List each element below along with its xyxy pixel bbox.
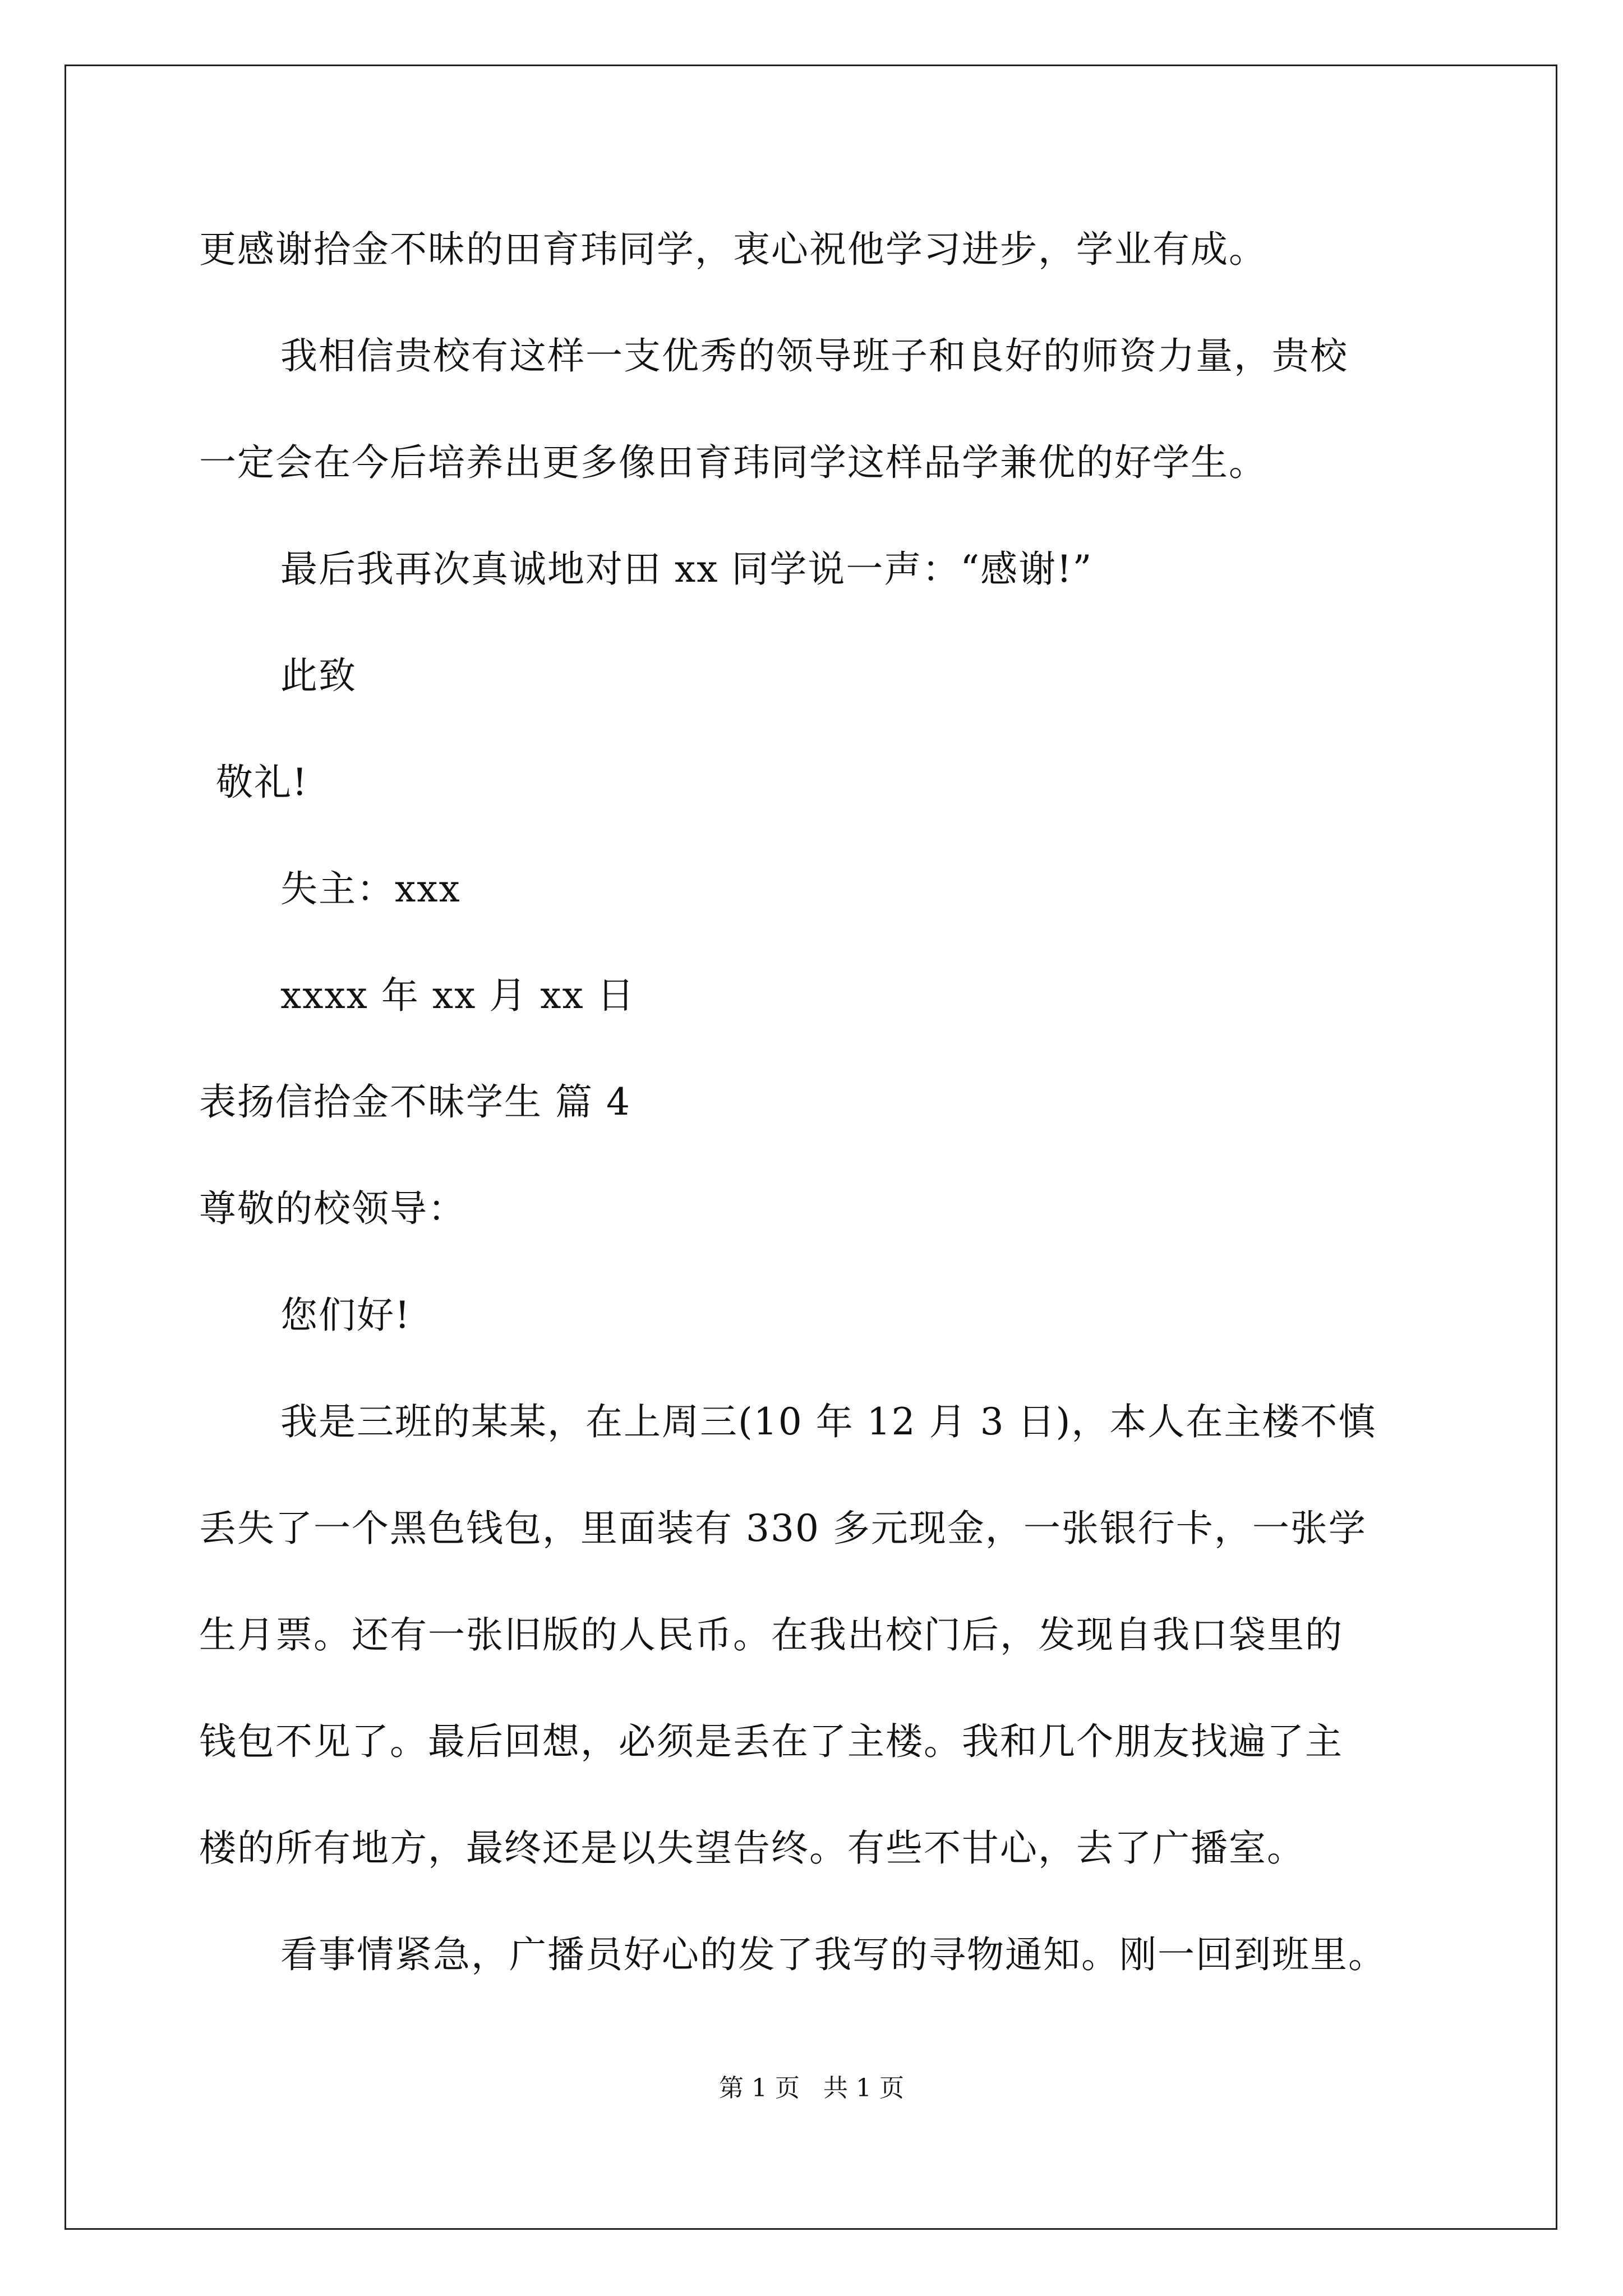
text-line: 楼的所有地方，最终还是以失望告终。有些不甘心，去了广播室。	[199, 1826, 1305, 1870]
date-line: xxxx 年 xx 月 xx 日	[280, 974, 635, 1017]
text-line: 丢失了一个黑色钱包，里面装有 330 多元现金，一张银行卡，一张学	[199, 1507, 1367, 1550]
section-heading: 表扬信拾金不昧学生 篇 4	[199, 1080, 631, 1124]
page-border	[64, 65, 1557, 2230]
greeting-line: 尊敬的校领导：	[199, 1187, 466, 1230]
text-line: 最后我再次真诚地对田 xx 同学说一声：“感谢!”	[280, 547, 1093, 591]
signature-line: 失主：xxx	[280, 867, 461, 910]
page-footer: 第 1 页 共 1 页	[719, 2074, 904, 2102]
text-line: 生月票。还有一张旧版的人民币。在我出校门后，发现自我口袋里的	[199, 1613, 1343, 1657]
closing-line: 敬礼!	[216, 761, 308, 804]
salutation-line: 此致	[280, 654, 357, 697]
text-line: 我是三班的某某，在上周三(10 年 12 月 3 日)，本人在主楼不慎	[280, 1400, 1377, 1443]
text-line: 更感谢拾金不昧的田育玮同学，衷心祝他学习进步，学业有成。	[199, 228, 1267, 271]
text-line: 钱包不见了。最后回想，必须是丢在了主楼。我和几个朋友找遍了主	[199, 1720, 1343, 1763]
text-line: 您们好!	[280, 1294, 411, 1337]
text-line: 看事情紧急，广播员好心的发了我写的寻物通知。刚一回到班里。	[280, 1933, 1386, 1976]
text-line: 一定会在今后培养出更多像田育玮同学这样品学兼优的好学生。	[199, 441, 1267, 484]
text-line: 我相信贵校有这样一支优秀的领导班子和良好的师资力量，贵校	[280, 334, 1348, 378]
